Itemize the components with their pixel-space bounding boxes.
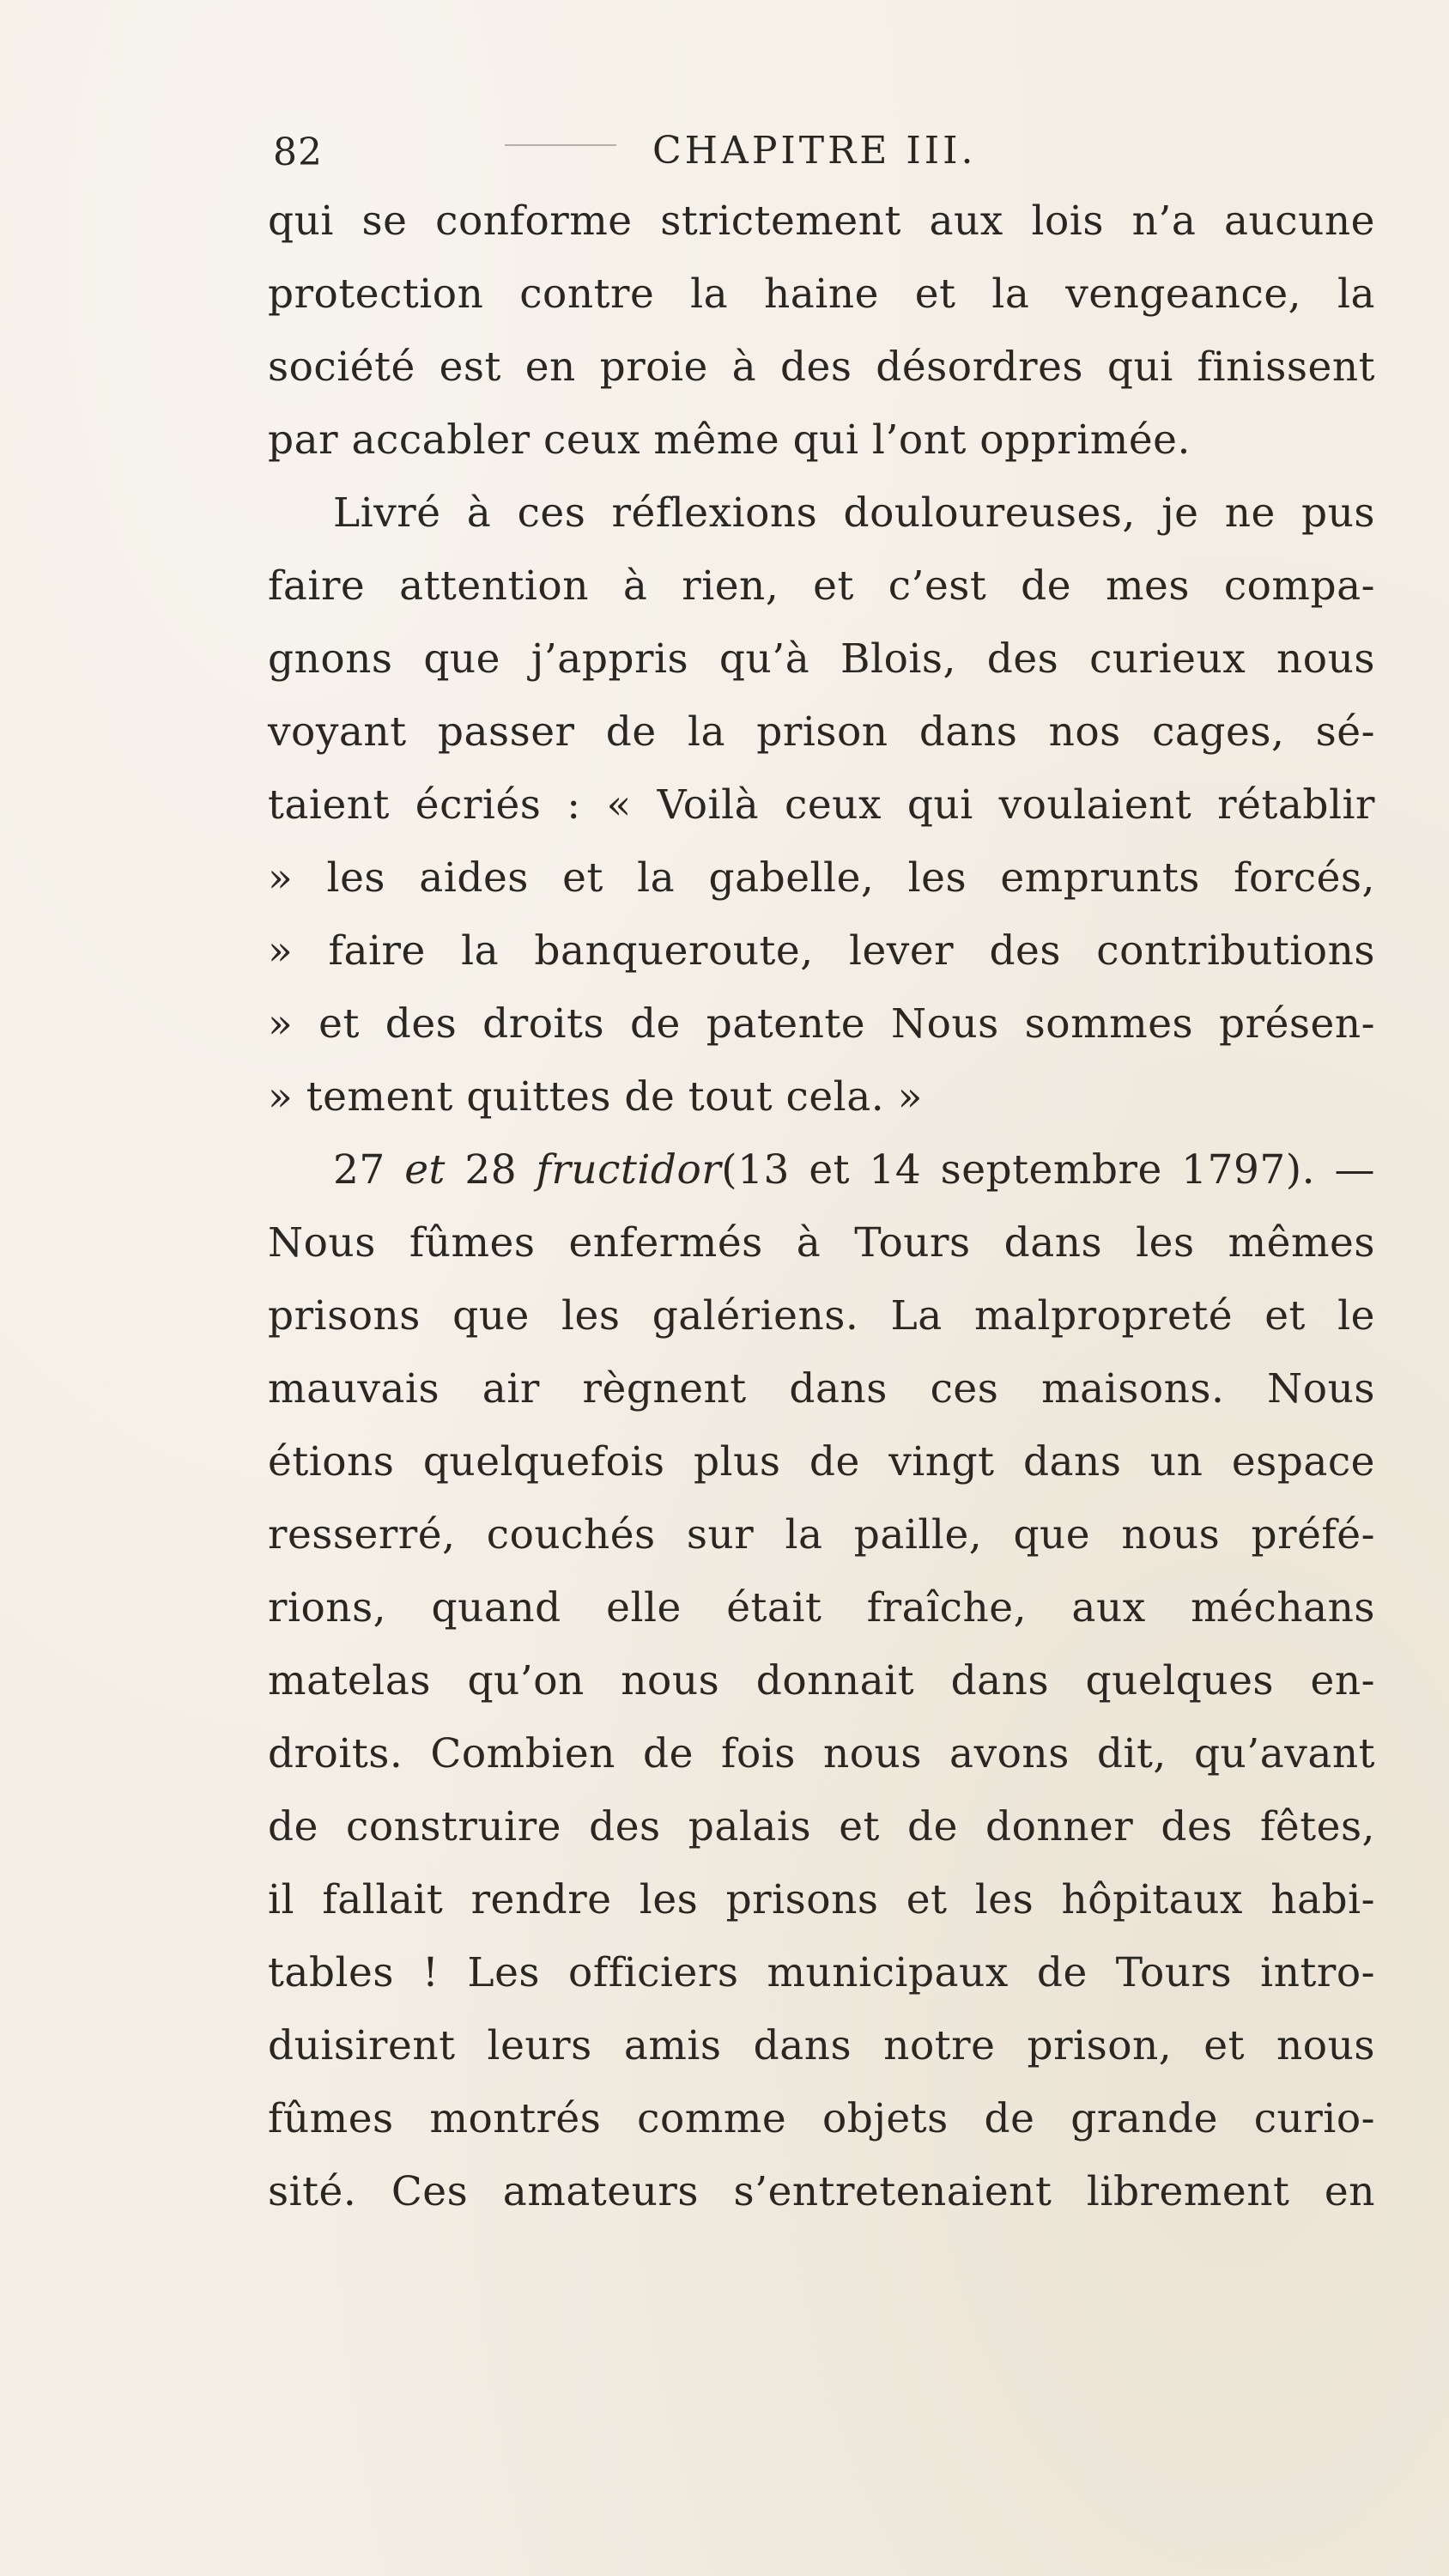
text-line: sité. Ces amateurs s’entretenaient librement en — [268, 2168, 1375, 2215]
date-month: fructidor — [536, 1146, 722, 1194]
text-line: » et des droits de patente Nous sommes présen- — [268, 1000, 1375, 1048]
text-line: mauvais air règnent dans ces maisons. Nous — [268, 1365, 1375, 1413]
text-line: » les aides et la gabelle, les emprunts forcés, — [268, 854, 1375, 902]
text-line: gnons que j’appris qu’à Blois, des curieux nous — [268, 635, 1375, 683]
page-number: 82 — [273, 131, 323, 174]
text-line: » tement quittes de tout cela. » — [268, 1073, 923, 1121]
dated-entry-line — [268, 1133, 1375, 1206]
text-line: voyant passer de la prison dans nos cages, sé- — [268, 708, 1375, 756]
text-line: fûmes montrés comme objets de grande curio- — [268, 2095, 1375, 2142]
text-line: matelas qu’on nous donnait dans quelques en- — [268, 1657, 1375, 1704]
text-line: par accabler ceux même qui l’ont opprimée. — [268, 416, 1191, 464]
text-line: faire attention à rien, et c’est de mes compa- — [268, 562, 1375, 610]
body-text — [268, 185, 1375, 2228]
date-gregorian: (13 et 14 septembre 1797). — — [721, 1146, 1375, 1194]
text-line: tables ! Les officiers municipaux de Tours intro- — [268, 1949, 1375, 1996]
text-line: société est en proie à des désordres qui finissent — [268, 343, 1375, 391]
text-line: étions quelquefois plus de vingt dans un espace — [268, 1438, 1375, 1485]
text-line: » faire la banqueroute, lever des contributions — [268, 927, 1375, 975]
text-line: Nous fûmes enfermés à Tours dans les mêmes — [268, 1219, 1375, 1267]
text-line: droits. Combien de fois nous avons dit, qu’avant — [268, 1730, 1375, 1777]
text-line: qui se conforme strictement aux lois n’a aucune — [268, 197, 1375, 245]
text-line: protection contre la haine et la vengeance, la — [268, 270, 1375, 318]
text-line: taient écriés : « Voilà ceux qui voulaient rétablir — [268, 781, 1375, 829]
text-line: prisons que les galériens. La malpropreté et le — [268, 1292, 1375, 1340]
date-conj: et — [404, 1146, 446, 1194]
text-line: resserré, couchés sur la paille, que nous préfé- — [268, 1511, 1375, 1558]
text-line: Livré à ces réflexions douloureuses, je ne pus — [333, 489, 1375, 537]
date-day1: 27 — [333, 1146, 385, 1194]
date-day2: 28 — [464, 1146, 518, 1194]
text-line: rions, quand elle était fraîche, aux méchans — [268, 1584, 1375, 1631]
text-line: duisirent leurs amis dans notre prison, et nous — [268, 2022, 1375, 2069]
running-title: CHAPITRE III. — [652, 129, 977, 173]
header-rule — [505, 144, 616, 146]
text-line: de construire des palais et de donner des fêtes, — [268, 1803, 1375, 1850]
text-line: il fallait rendre les prisons et les hôpitaux habi- — [268, 1876, 1375, 1923]
